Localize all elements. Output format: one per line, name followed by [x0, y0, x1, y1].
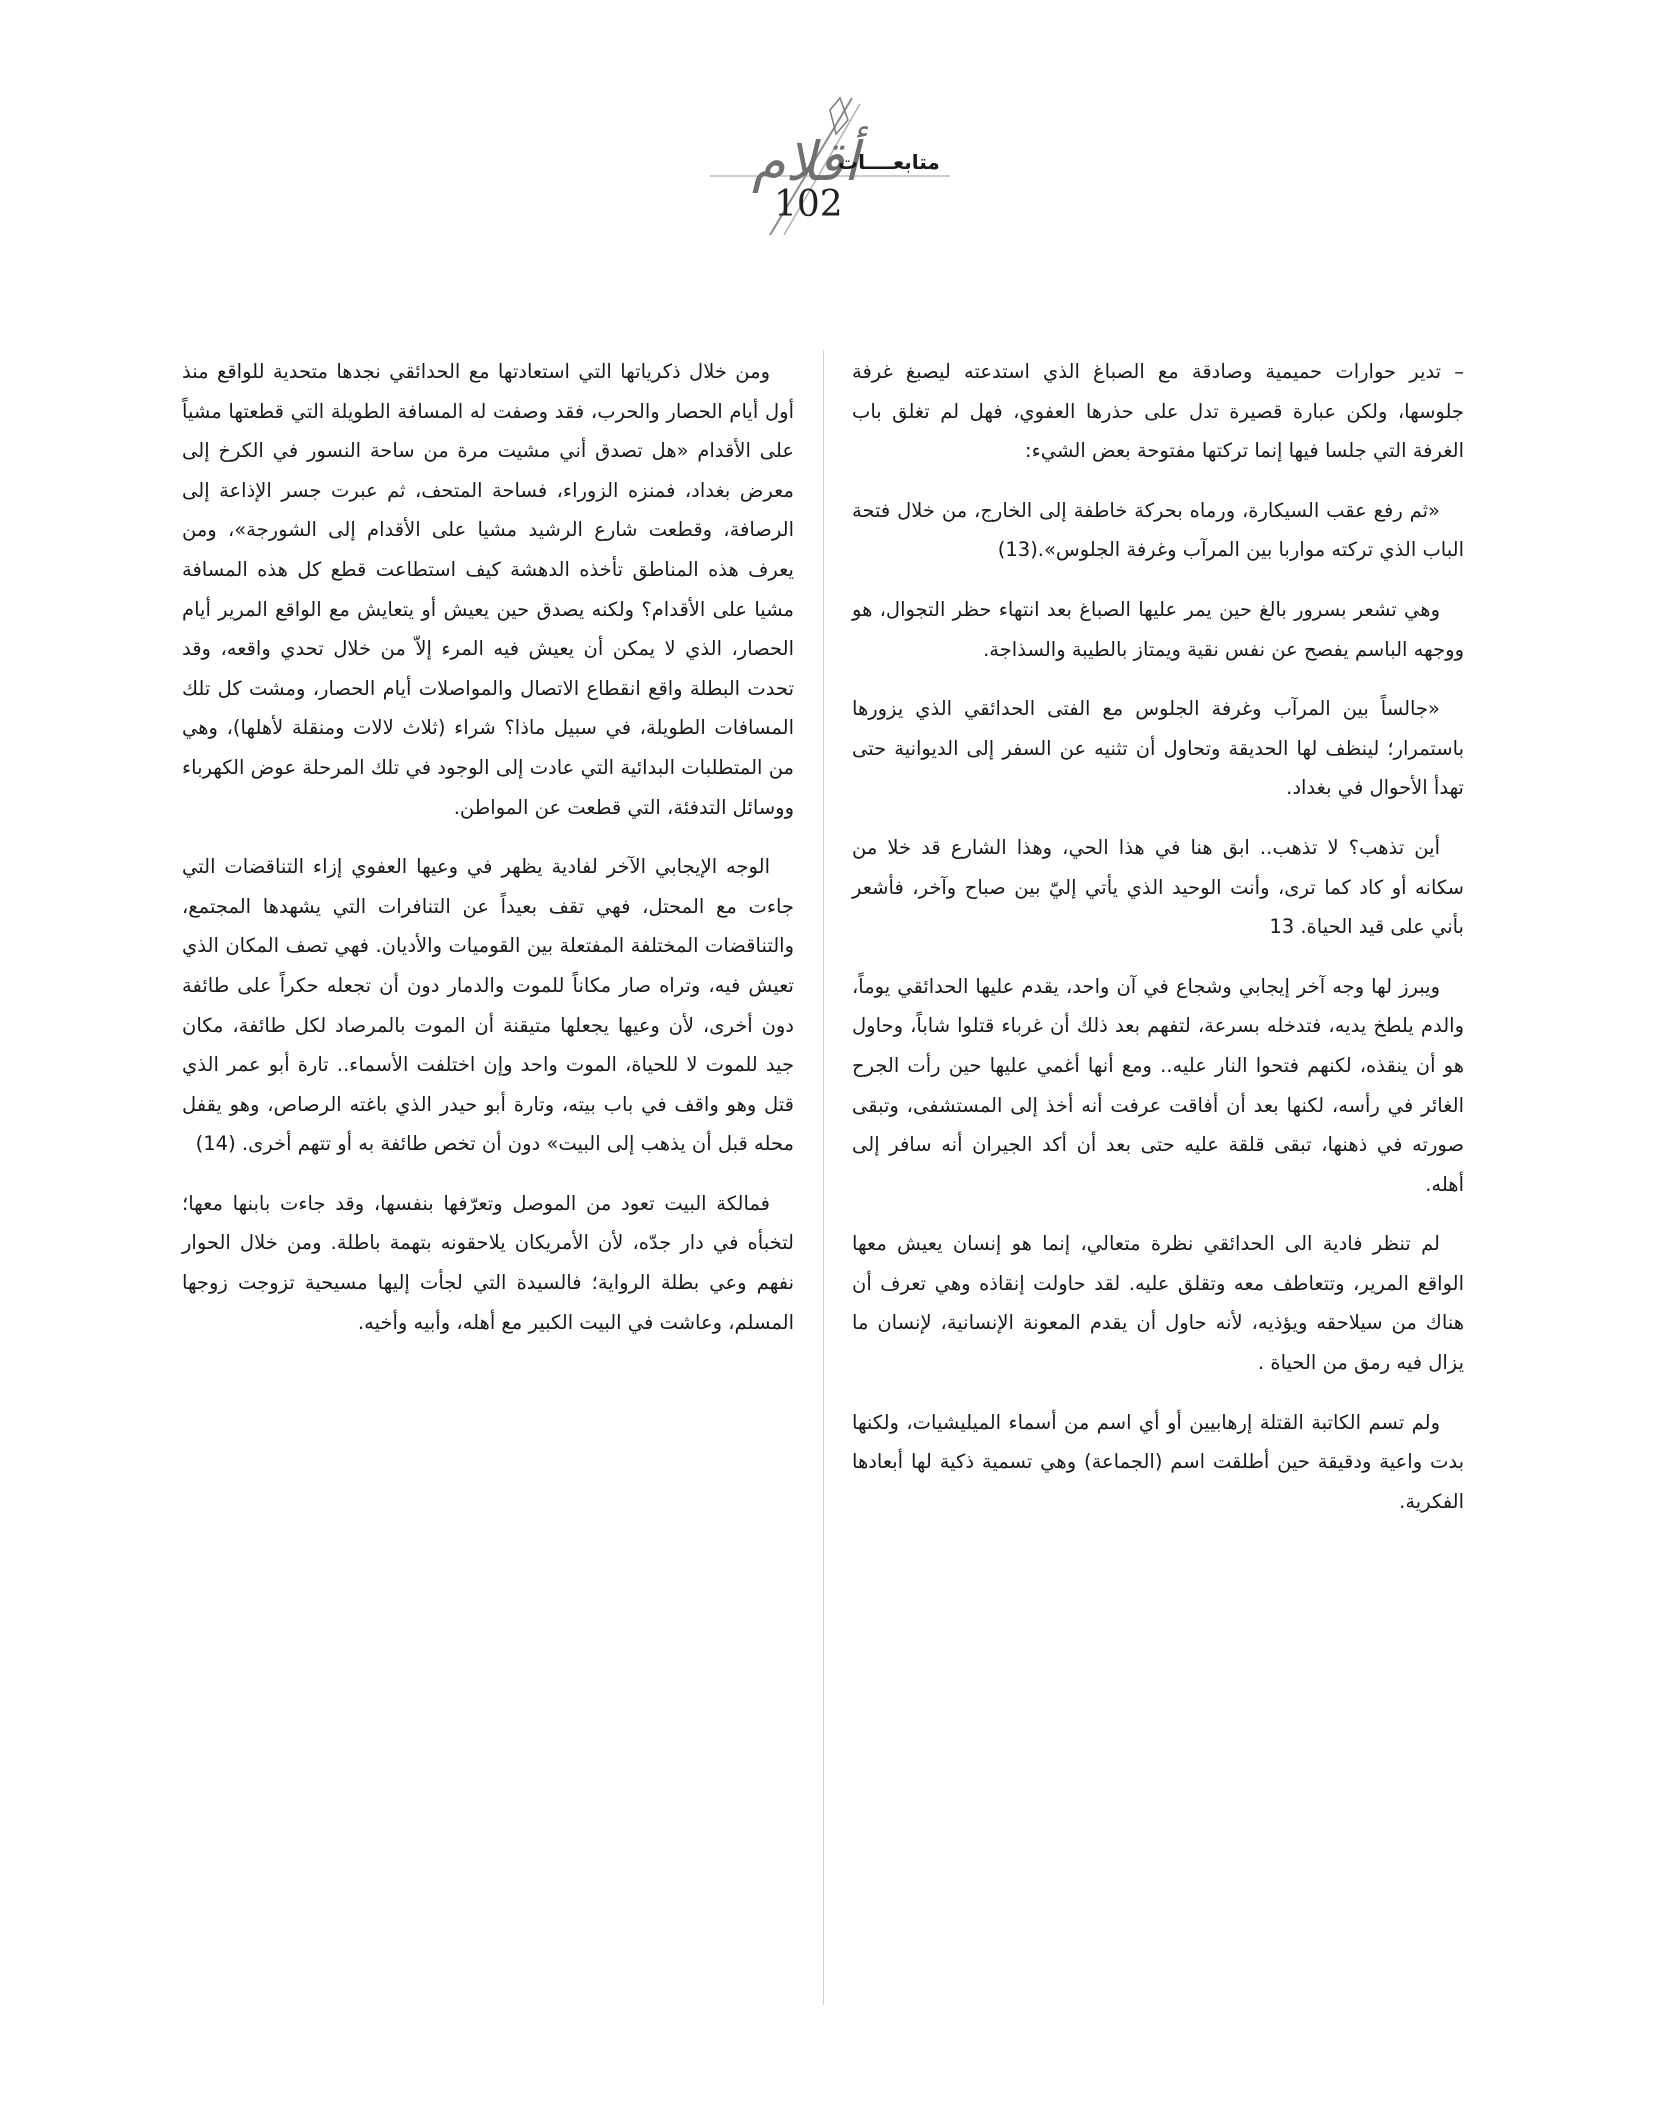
paragraph: ولم تسم الكاتبة القتلة إرهابيين أو أي اسم من أسماء الميليشيات، ولكنها بدت واعية ودقيقة حين أطلقت اسم (الجماعة) وهي تسمية ذكية لها أبعادها الفكرية. — [852, 1410, 1464, 1513]
paragraph: لم تنظر فادية الى الحدائقي نظرة متعالي، إنما هو إنسان يعيش معها الواقع المرير، وتتعاطف معه وتقلق عليه. لقد حاولت إنقاذه وهي تعرف أن هناك من سيلاحقه ويؤذيه، لأنه حاول أن يقدم المعونة الإنسانية، لإنسان ما يزال فيه رمق من الحياة . — [852, 1232, 1464, 1375]
page-header — [690, 90, 960, 240]
paragraph: ومن خلال ذكرياتها التي استعادتها مع الحدائقي نجدها متحدية للواقع منذ أول أيام الحصار والحرب، فقد وصفت له المسافة الطويلة التي قطعتها مشياً على الأقدام «هل تصدق أني مشيت مرة من ساحة النسور في الكرخ إلى معرض بغداد، فمنزه الزوراء، فساحة المتحف، ثم عبرت جسر الإذاعة إلى الرصافة، وقطعت شارع الرشيد مشيا على الأقدام إلى الشورجة»، ومن يعرف هذه المناطق تأخذه الدهشة كيف استطاعت قطع كل هذه المسافة مشيا على الأقدام؟ ولكنه يصدق حين يعيش أو يتعايش مع الواقع المرير أيام الحصار، الذي لا يمكن أن يعيش فيه المرء إلاّ من خلال تحدي واقعه، وقد تحدت البطلة واقع انقطاع الاتصال والمواصلات أيام الحصار، ومشت كل تلك المسافات الطويلة، في سبيل ماذا؟ شراء (ثلاث لالات ومنقلة لأهلها)، وهي من المتطلبات البدائية التي عادت إلى الوجود في تلك المرحلة عوض الكهرباء ووسائل التدفئة، التي قطعت عن المواطن. — [182, 360, 794, 819]
quote-paragraph: أين تذهب؟ لا تذهب.. ابق هنا في هذا الحي، وهذا الشارع قد خلا من سكانه أو كاد كما ترى، وأنت الوحيد الذي يأتي إليّ بين صباح وآخر، فأشعر بأني على قيد الحياة. 13 — [852, 835, 1464, 939]
page-number: 102 — [774, 184, 843, 225]
paragraph: فمالكة البيت تعود من الموصل وتعرّفها بنفسها، وقد جاءت بابنها معها؛لتخبأه في دار جدّه، لأن الأمريكان يلاحقونه بتهمة باطلة. ومن خلال الحوار نفهم وعي بطلة الرواية؛ فالسيدة التي لجأت إليها مسيحية تزوجت زوجها المسلم، وعاشت في البيت الكبير مع أهله، وأبيه وأخيه. — [182, 1191, 794, 1334]
quote-paragraph: «جالساً بين المرآب وغرفة الجلوس مع الفتى الحدائقي الذي يزورها باستمرار؛ لينظف لها الحديقة وتحاول أن تثنيه عن السفر إلى الديوانية حتى تهدأ الأحوال في بغداد. — [852, 697, 1464, 800]
paragraph: الوجه الإيجابي الآخر لفادية يظهر في وعيها العفوي إزاء التناقضات التي جاءت مع المحتل، فهي تقف بعيداً عن التنافرات التي يشهدها المجتمع، والتناقضات المختلفة المفتعلة بين القوميات والأديان. فهي تصف المكان الذي تعيش فيه، وتراه صار مكاناً للموت والدمار دون أن تجعله حكراً على طائفة دون أخرى، لأن وعيها يجعلها متيقنة أن الموت بالمرصاد لكل طائفة، مكان جيد للموت لا للحياة، الموت واحد وإن اختلفت الأسماء.. تارة أبو عمر الذي قتل وهو واقف في باب بيته، وتارة أبو حيدر الذي باغته الرصاص، وهو يقفل محله قبل أن يذهب إلى البيت» دون أن تخص طائفة به أو تتهم أخرى. (14) — [182, 855, 794, 1156]
left-column — [182, 352, 794, 1362]
right-column — [852, 352, 1464, 1541]
paragraph: – تدير حوارات حميمية وصادقة مع الصباغ الذي استدعته ليصبغ غرفة جلوسها، ولكن عبارة قصيرة تدل على حذرها العفوي، فهل لم تغلق باب الغرفة التي جلسا فيها إنما تركتها مفتوحة بعض الشيء: — [852, 360, 1464, 463]
quote-paragraph: «ثم رفع عقب السيكارة، ورماه بحركة خاطفة إلى الخارج، من خلال فتحة الباب الذي تركته مواربا بين المرآب وغرفة الجلوس».(13) — [852, 498, 1464, 562]
paragraph: وهي تشعر بسرور بالغ حين يمر عليها الصباغ بعد انتهاء حظر التجوال، هو ووجهه الباسم يفصح عن نفس نقية ويمتاز بالطيبة والسذاجة. — [852, 597, 1464, 661]
column-divider — [823, 350, 824, 2005]
logo-wordmark: أقلام — [752, 130, 859, 193]
section-label: متابعــــات — [838, 150, 940, 174]
paragraph: ويبرز لها وجه آخر إيجابي وشجاع في آن واحد، يقدم عليها الحدائقي يوماً، والدم يلطخ يديه، فتدخله بسرعة، لتفهم بعد ذلك أن غرباء قتلوا شاباً، وحاول هو أن ينقذه، لكنهم فتحوا النار عليه.. ومع أنها أغمي عليها حين رأت الجرح الغائر في رأسه، لكنها بعد أن أفاقت عرفت أنه أخذ إلى المستشفى، وتبقى صورته في ذهنها، تبقى قلقة عليه حتى بعد أن أكد الجيران أنه سافر إلى أهله. — [852, 974, 1464, 1196]
